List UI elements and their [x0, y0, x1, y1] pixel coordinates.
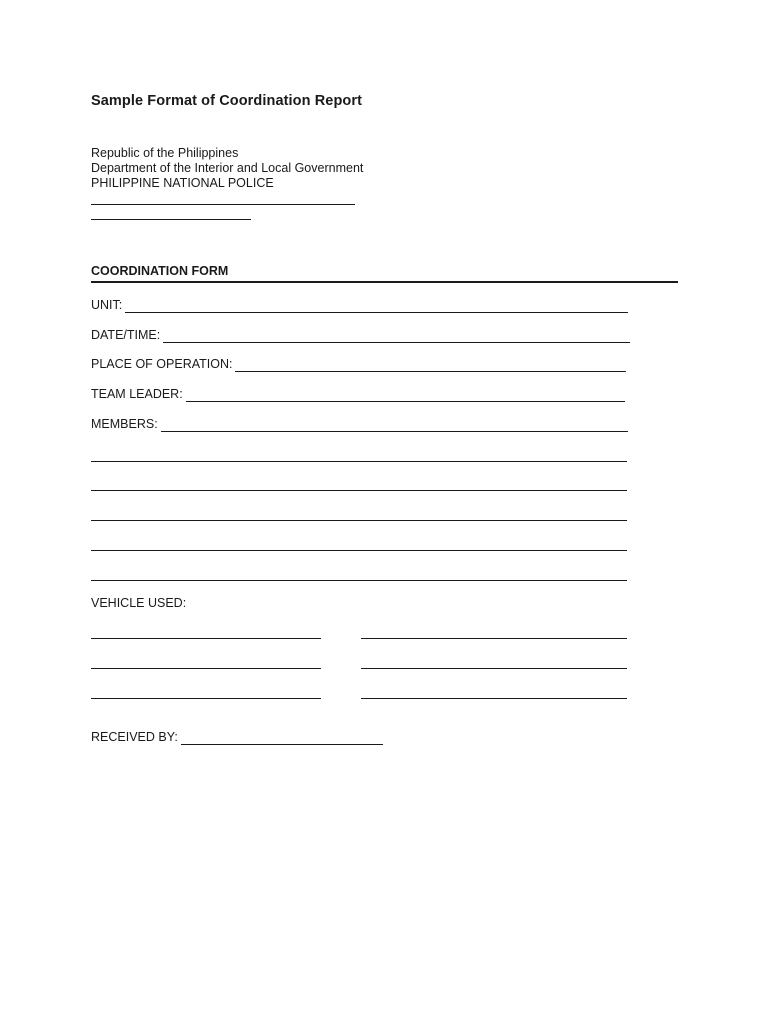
place-of-operation-blank[interactable] [235, 360, 626, 372]
section-title: COORDINATION FORM [91, 264, 229, 278]
datetime-field[interactable] [91, 328, 630, 343]
members-blank[interactable] [161, 420, 628, 432]
members-blank-line-2[interactable] [91, 461, 627, 462]
unit-label: UNIT: [91, 298, 123, 312]
vehicle-blank-right-1[interactable] [361, 638, 627, 639]
place-of-operation-field[interactable] [91, 357, 626, 372]
vehicle-blank-left-2[interactable] [91, 668, 321, 669]
received-by-field[interactable] [91, 730, 383, 745]
header-republic: Republic of the Philippines [91, 146, 239, 160]
team-leader-label: TEAM LEADER: [91, 387, 183, 401]
header-blank-line-2[interactable] [91, 219, 251, 220]
members-label: MEMBERS: [91, 417, 158, 431]
vehicle-blank-right-3[interactable] [361, 698, 627, 699]
section-divider [91, 281, 678, 283]
datetime-blank[interactable] [163, 331, 630, 343]
vehicle-blank-right-2[interactable] [361, 668, 627, 669]
vehicle-blank-left-3[interactable] [91, 698, 321, 699]
datetime-label: DATE/TIME: [91, 328, 161, 342]
members-blank-line-6[interactable] [91, 580, 627, 581]
team-leader-blank[interactable] [186, 390, 625, 402]
members-field[interactable] [91, 417, 628, 432]
members-blank-line-3[interactable] [91, 490, 627, 491]
header-department: Department of the Interior and Local Government [91, 161, 364, 175]
header-blank-line-1[interactable] [91, 204, 355, 205]
header-pnp: PHILIPPINE NATIONAL POLICE [91, 176, 274, 190]
team-leader-field[interactable] [91, 387, 625, 402]
unit-blank[interactable] [125, 301, 628, 313]
place-of-operation-label: PLACE OF OPERATION: [91, 357, 233, 371]
vehicle-blank-left-1[interactable] [91, 638, 321, 639]
vehicle-used-label: VEHICLE USED: [91, 596, 187, 610]
members-blank-line-4[interactable] [91, 520, 627, 521]
unit-field[interactable] [91, 298, 628, 313]
members-blank-line-5[interactable] [91, 550, 627, 551]
received-by-label: RECEIVED BY: [91, 730, 178, 744]
received-by-blank[interactable] [181, 733, 383, 745]
document-title: Sample Format of Coordination Report [91, 93, 363, 109]
